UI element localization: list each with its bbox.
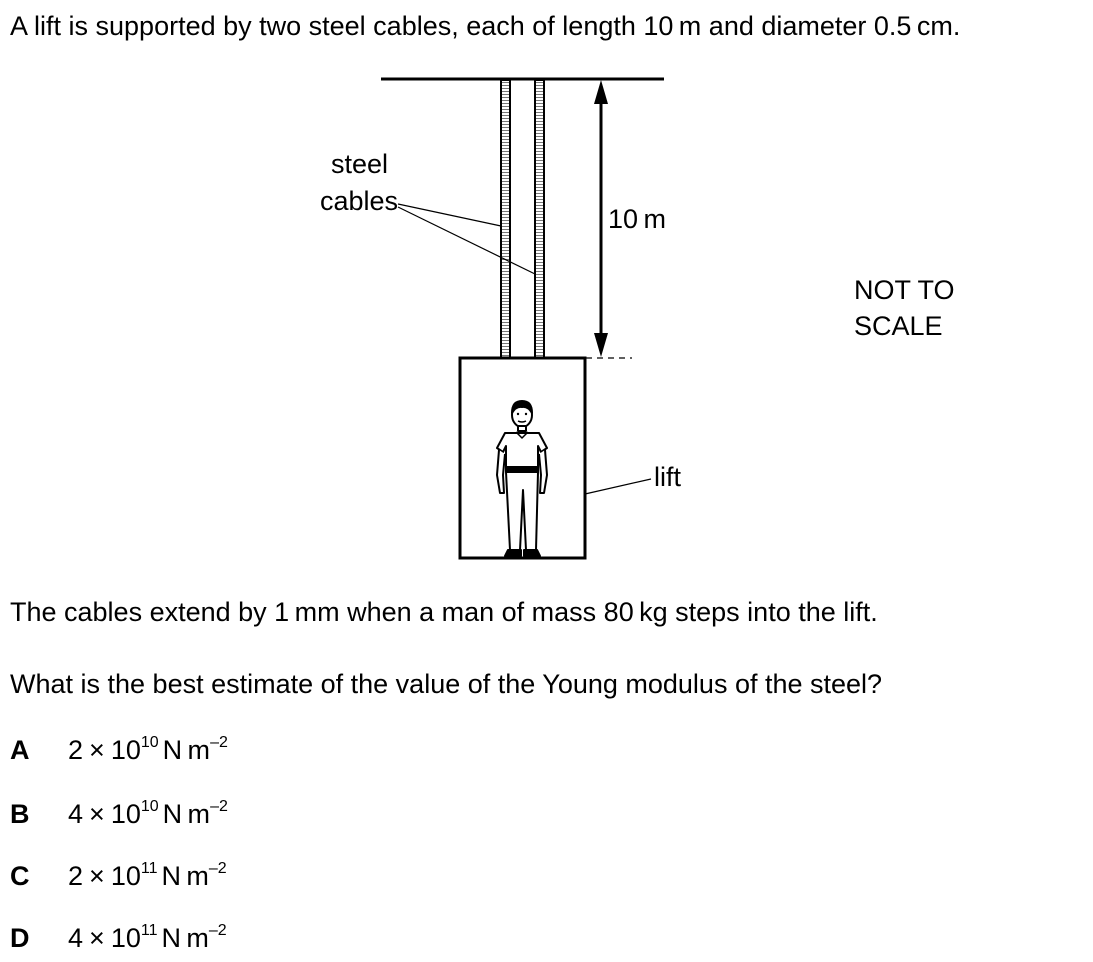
- length-arrow: [594, 80, 608, 357]
- label-lift: lift: [654, 462, 681, 492]
- option-a[interactable]: A $2 \times 10^{10}$ N $m^{-2}$: [10, 730, 228, 770]
- cables-leader-2: [398, 207, 535, 274]
- option-letter: A: [10, 735, 30, 765]
- intro-text: A lift is supported by two steel cables, each of length 10 m and diameter 0.5 cm.: [10, 11, 961, 41]
- option-d[interactable]: D $4 \times 10^{11}$ N $m^{-2}$: [10, 918, 227, 958]
- label-steel: steel: [330, 149, 388, 179]
- label-not-to: NOT TO: [854, 275, 955, 305]
- option-letter: B: [10, 799, 30, 829]
- lift-leader: [585, 479, 651, 494]
- option-c[interactable]: C $2 \times 10^{11}$ N $m^{-2}$: [10, 856, 227, 896]
- label-length: 10 m: [608, 204, 666, 234]
- option-letter: D: [10, 923, 30, 953]
- label-scale: SCALE: [854, 311, 943, 341]
- cable-left: [501, 80, 510, 358]
- question-text: What is the best estimate of the value of the Young modulus of the steel?: [10, 669, 883, 699]
- option-b[interactable]: B $4 \times 10^{10}$ N $m^{-2}$: [10, 794, 228, 834]
- extension-text: The cables extend by 1 mm when a man of mass 80 kg steps into the lift.: [10, 597, 878, 627]
- cable-right: [535, 80, 544, 358]
- label-cables: cables: [319, 186, 398, 216]
- steel-cables: [501, 80, 544, 358]
- option-letter: C: [10, 861, 30, 891]
